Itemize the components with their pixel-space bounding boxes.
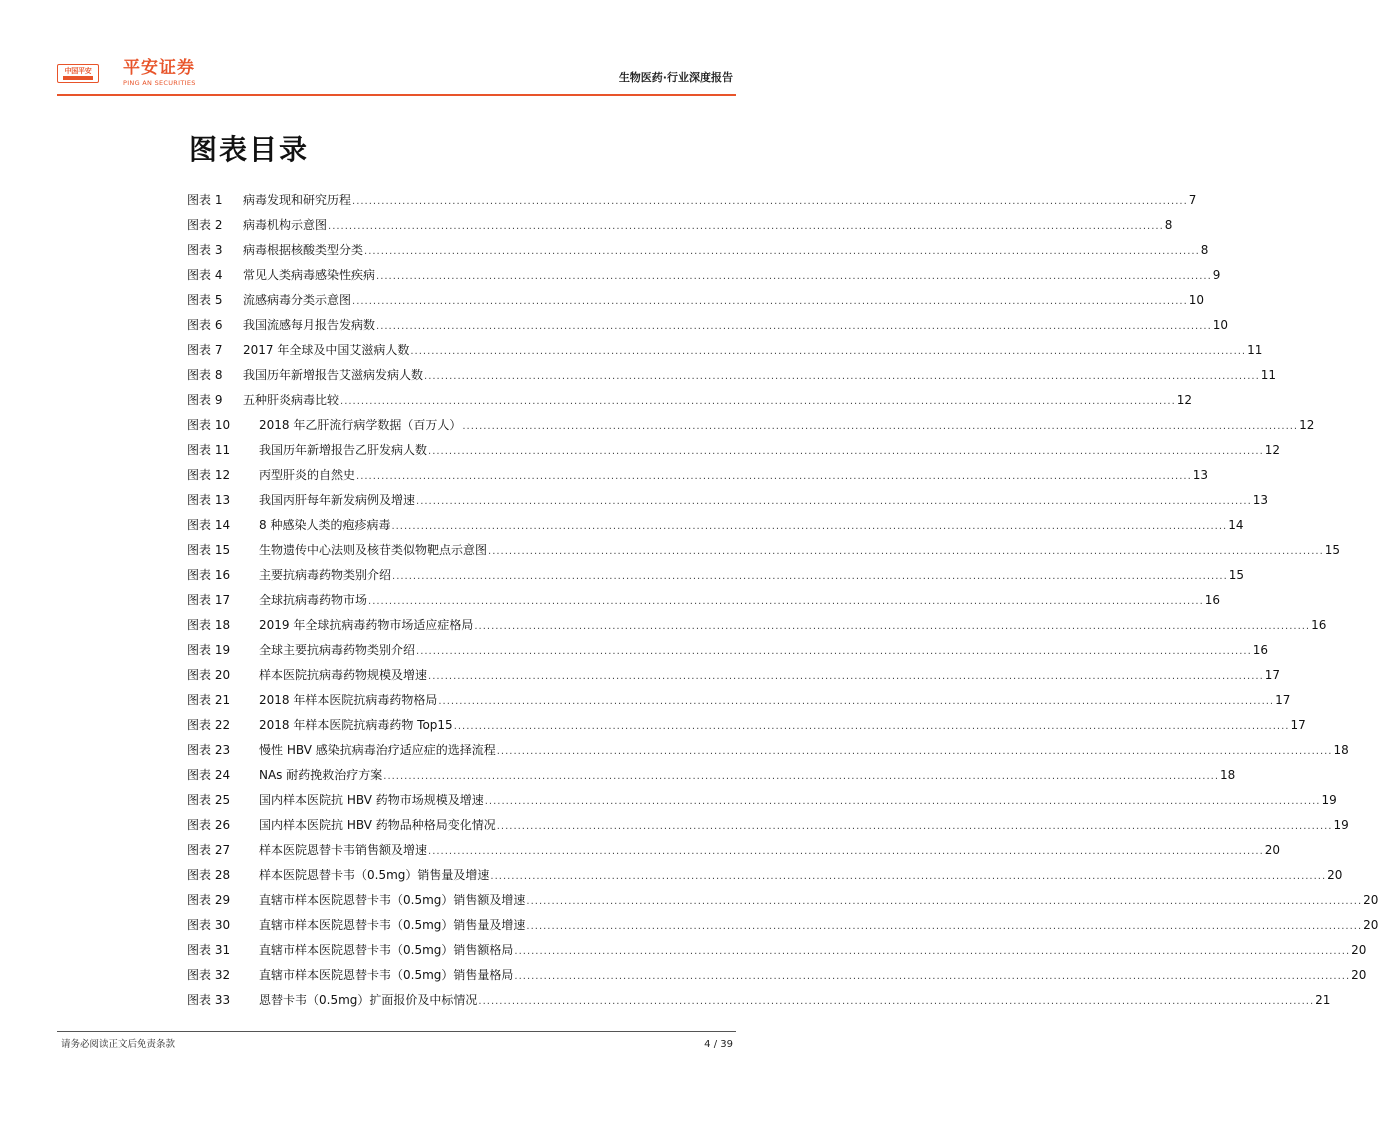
report-type: 生物医药·行业深度报告 [618,71,733,84]
toc-leader-dots: ........................................................................................................................................................................................................ [428,846,1264,857]
toc-entry-title: 2018 年样本医院抗病毒药物 Top15 [259,718,453,732]
toc-entry-page: 14 [1228,518,1244,532]
toc-entry[interactable] [187,488,1269,513]
toc-entry[interactable] [187,288,1205,313]
toc-leader-dots: ........................................................................................................................................................................................................ [410,346,1247,357]
toc-entry-label: 图表 14 [187,518,231,532]
toc-entry-page: 13 [1192,468,1209,482]
toc-entry[interactable] [187,738,1349,763]
toc-entry-page: 10 [1212,318,1229,332]
toc-entry-title: 国内样本医院抗 HBV 药物品种格局变化情况 [259,818,496,832]
toc-leader-dots: ........................................................................................................................................................................................................ [514,946,1351,957]
toc-leader-dots: ........................................................................................................................................................................................................ [428,446,1264,457]
toc-entry-label: 图表 24 [187,768,231,782]
toc-entry-title: 我国历年新增报告乙肝发病人数 [259,443,428,457]
table-of-figures [187,188,1378,1013]
toc-entry[interactable] [187,188,1197,213]
toc-entry[interactable] [187,838,1281,863]
toc-leader-dots: ........................................................................................................................................................................................................ [490,871,1327,882]
toc-entry-title: 主要抗病毒药物类别介绍 [259,568,392,582]
toc-leader-dots: ........................................................................................................................................................................................................ [376,271,1212,282]
toc-entry-label: 图表 1 [187,193,223,207]
toc-entry[interactable] [187,563,1245,588]
toc-entry-label: 图表 15 [187,543,231,557]
toc-entry[interactable] [187,788,1337,813]
toc-entry-label: 图表 19 [187,643,231,657]
toc-entry-title: 2019 年全球抗病毒药物市场适应症格局 [259,618,474,632]
toc-entry-page: 12 [1176,393,1193,407]
toc-entry-label: 图表 17 [187,593,231,607]
header-divider [57,94,736,96]
toc-leader-dots: ........................................................................................................................................................................................................ [478,996,1315,1007]
toc-leader-dots: ........................................................................................................................................................................................................ [368,596,1204,607]
toc-entry[interactable] [187,863,1343,888]
toc-entry-label: 图表 23 [187,743,231,757]
toc-entry-label: 图表 5 [187,293,223,307]
toc-entry-label: 图表 28 [187,868,231,882]
toc-entry[interactable] [187,813,1349,838]
footer-page-number: 4 / 39 [704,1039,733,1050]
toc-entry-page: 8 [1164,218,1173,232]
toc-entry-page: 20 [1351,943,1367,957]
toc-leader-dots: ........................................................................................................................................................................................................ [484,796,1321,807]
toc-entry-title: 我国丙肝每年新发病例及增速 [259,493,416,507]
toc-entry[interactable] [187,238,1209,263]
toc-entry[interactable] [187,688,1291,713]
toc-entry-title: 样本医院抗病毒药物规模及增速 [259,668,428,682]
toc-entry[interactable] [187,888,1378,913]
toc-entry[interactable] [187,988,1331,1013]
toc-entry-title: 直辖市样本医院恩替卡韦（0.5mg）销售额及增速 [259,893,526,907]
toc-leader-dots: ........................................................................................................................................................................................................ [474,621,1311,632]
toc-entry-label: 图表 27 [187,843,231,857]
toc-leader-dots: ........................................................................................................................................................................................................ [340,396,1176,407]
toc-entry-page: 17 [1264,668,1281,682]
toc-entry-title: 五种肝炎病毒比较 [243,393,340,407]
toc-leader-dots: ........................................................................................................................................................................................................ [392,571,1228,582]
toc-entry-page: 17 [1290,718,1306,732]
toc-leader-dots: ........................................................................................................................................................................................................ [526,896,1363,907]
toc-entry-title: 直辖市样本医院恩替卡韦（0.5mg）销售额格局 [259,943,514,957]
toc-leader-dots: ........................................................................................................................................................................................................ [496,746,1333,757]
toc-entry-label: 图表 22 [187,718,231,732]
toc-entry[interactable] [187,663,1281,688]
logo-badge-bar [63,76,93,80]
toc-entry-title: 病毒机构示意图 [243,218,328,232]
toc-entry[interactable] [187,338,1263,363]
toc-entry-page: 15 [1228,568,1245,582]
toc-entry-page: 15 [1324,543,1341,557]
toc-entry-page: 16 [1311,618,1327,632]
toc-entry[interactable] [187,588,1221,613]
toc-entry-page: 8 [1200,243,1209,257]
toc-entry-title: 直辖市样本医院恩替卡韦（0.5mg）销售量格局 [259,968,514,982]
toc-entry-title: 流感病毒分类示意图 [243,293,352,307]
toc-entry-page: 20 [1351,968,1367,982]
toc-entry-label: 图表 16 [187,568,231,582]
toc-entry[interactable] [187,763,1236,788]
toc-leader-dots: ........................................................................................................................................................................................................ [438,696,1275,707]
toc-entry-page: 12 [1264,443,1281,457]
toc-entry-page: 13 [1252,493,1269,507]
toc-leader-dots: ........................................................................................................................................................................................................ [514,971,1351,982]
toc-entry-page: 7 [1188,193,1197,207]
toc-entry-title: NAs 耐药挽救治疗方案 [259,768,383,782]
toc-entry-page: 16 [1252,643,1269,657]
footer-divider [57,1031,736,1032]
toc-entry-label: 图表 13 [187,493,231,507]
ping-an-logo [57,64,99,83]
toc-entry[interactable] [187,513,1244,538]
toc-entry-page: 10 [1188,293,1205,307]
toc-leader-dots: ........................................................................................................................................................................................................ [352,296,1188,307]
toc-leader-dots: ........................................................................................................................................................................................................ [328,221,1164,232]
toc-entry-page: 20 [1264,843,1281,857]
toc-entry-label: 图表 7 [187,343,223,357]
toc-entry-title: 全球抗病毒药物市场 [259,593,368,607]
toc-entry-page: 20 [1327,868,1343,882]
toc-entry[interactable] [187,263,1221,288]
toc-leader-dots: ........................................................................................................................................................................................................ [462,421,1299,432]
toc-entry-page: 17 [1275,693,1291,707]
toc-leader-dots: ........................................................................................................................................................................................................ [352,196,1188,207]
toc-entry-page: 21 [1315,993,1331,1007]
toc-entry-label: 图表 29 [187,893,231,907]
toc-entry-title: 全球主要抗病毒药物类别介绍 [259,643,416,657]
toc-entry-title: 2018 年乙肝流行病学数据（百万人） [259,418,462,432]
toc-entry[interactable] [187,913,1378,938]
toc-entry-title: 病毒根据核酸类型分类 [243,243,364,257]
toc-entry-label: 图表 10 [187,418,231,432]
toc-entry[interactable] [187,538,1341,563]
toc-entry-label: 图表 9 [187,393,223,407]
toc-entry-title: 我国流感每月报告发病数 [243,318,376,332]
toc-entry-title: 生物遗传中心法则及核苷类似物靶点示意图 [259,543,488,557]
toc-entry-label: 图表 2 [187,218,223,232]
toc-entry-page: 12 [1299,418,1315,432]
toc-entry-page: 9 [1212,268,1221,282]
toc-entry-title: 直辖市样本医院恩替卡韦（0.5mg）销售量及增速 [259,918,526,932]
toc-entry-page: 20 [1363,893,1378,907]
toc-entry-page: 16 [1204,593,1221,607]
toc-entry[interactable] [187,213,1173,238]
toc-entry-page: 11 [1247,343,1263,357]
toc-entry-label: 图表 18 [187,618,231,632]
toc-entry-title: 常见人类病毒感染性疾病 [243,268,376,282]
toc-entry[interactable] [187,413,1315,438]
toc-leader-dots: ........................................................................................................................................................................................................ [496,821,1333,832]
toc-leader-dots: ........................................................................................................................................................................................................ [391,521,1228,532]
toc-entry[interactable] [187,363,1277,388]
toc-leader-dots: ........................................................................................................................................................................................................ [364,246,1200,257]
toc-entry[interactable] [187,313,1229,338]
toc-leader-dots: ........................................................................................................................................................................................................ [428,671,1264,682]
toc-entry-label: 图表 30 [187,918,231,932]
toc-entry-label: 图表 6 [187,318,223,332]
toc-entry-title: 我国历年新增报告艾滋病发病人数 [243,368,424,382]
toc-leader-dots: ........................................................................................................................................................................................................ [356,471,1192,482]
toc-entry-label: 图表 25 [187,793,231,807]
toc-entry[interactable] [187,938,1367,963]
toc-leader-dots: ........................................................................................................................................................................................................ [416,496,1252,507]
toc-entry-page: 19 [1321,793,1337,807]
toc-entry-label: 图表 26 [187,818,231,832]
footer-disclaimer: 请务必阅读正文后免责条款 [61,1039,176,1050]
toc-entry-label: 图表 31 [187,943,231,957]
toc-entry-page: 11 [1260,368,1277,382]
toc-entry-title: 国内样本医院抗 HBV 药物市场规模及增速 [259,793,484,807]
logo-badge-text: 中国平安 [64,67,92,75]
toc-entry[interactable] [187,613,1327,638]
toc-entry[interactable] [187,963,1367,988]
toc-entry-label: 图表 4 [187,268,223,282]
toc-entry[interactable] [187,388,1193,413]
toc-leader-dots: ........................................................................................................................................................................................................ [416,646,1252,657]
toc-entry-title: 2017 年全球及中国艾滋病人数 [243,343,410,357]
toc-entry-label: 图表 20 [187,668,231,682]
toc-leader-dots: ........................................................................................................................................................................................................ [453,721,1290,732]
page-header [0,0,793,100]
toc-entry-title: 恩替卡韦（0.5mg）扩面报价及中标情况 [259,993,478,1007]
toc-entry[interactable] [187,463,1209,488]
toc-entry-label: 图表 33 [187,993,231,1007]
toc-entry-page: 19 [1333,818,1349,832]
toc-leader-dots: ........................................................................................................................................................................................................ [488,546,1324,557]
toc-entry-label: 图表 11 [187,443,231,457]
toc-entry-page: 18 [1333,743,1349,757]
toc-entry-label: 图表 12 [187,468,231,482]
toc-entry[interactable] [187,713,1306,738]
toc-entry-title: 2018 年样本医院抗病毒药物格局 [259,693,438,707]
toc-entry-title: 8 种感染人类的疱疹病毒 [259,518,391,532]
toc-entry-title: 病毒发现和研究历程 [243,193,352,207]
toc-entry[interactable] [187,638,1269,663]
toc-entry-label: 图表 3 [187,243,223,257]
toc-entry[interactable] [187,438,1281,463]
toc-entry-title: 慢性 HBV 感染抗病毒治疗适应症的选择流程 [259,743,496,757]
toc-leader-dots: ........................................................................................................................................................................................................ [424,371,1260,382]
toc-leader-dots: ........................................................................................................................................................................................................ [526,921,1363,932]
company-name: 平安证券 [123,58,195,78]
toc-leader-dots: ........................................................................................................................................................................................................ [383,771,1220,782]
page-title: 图表目录 [189,133,310,166]
toc-entry-title: 样本医院恩替卡韦（0.5mg）销售量及增速 [259,868,490,882]
toc-entry-label: 图表 21 [187,693,231,707]
toc-entry-page: 18 [1220,768,1236,782]
toc-entry-title: 样本医院恩替卡韦销售额及增速 [259,843,428,857]
toc-entry-label: 图表 32 [187,968,231,982]
toc-entry-page: 20 [1363,918,1378,932]
toc-entry-label: 图表 8 [187,368,223,382]
toc-leader-dots: ........................................................................................................................................................................................................ [376,321,1212,332]
company-name-en: PING AN SECURITIES [123,79,196,87]
toc-entry-title: 丙型肝炎的自然史 [259,468,356,482]
